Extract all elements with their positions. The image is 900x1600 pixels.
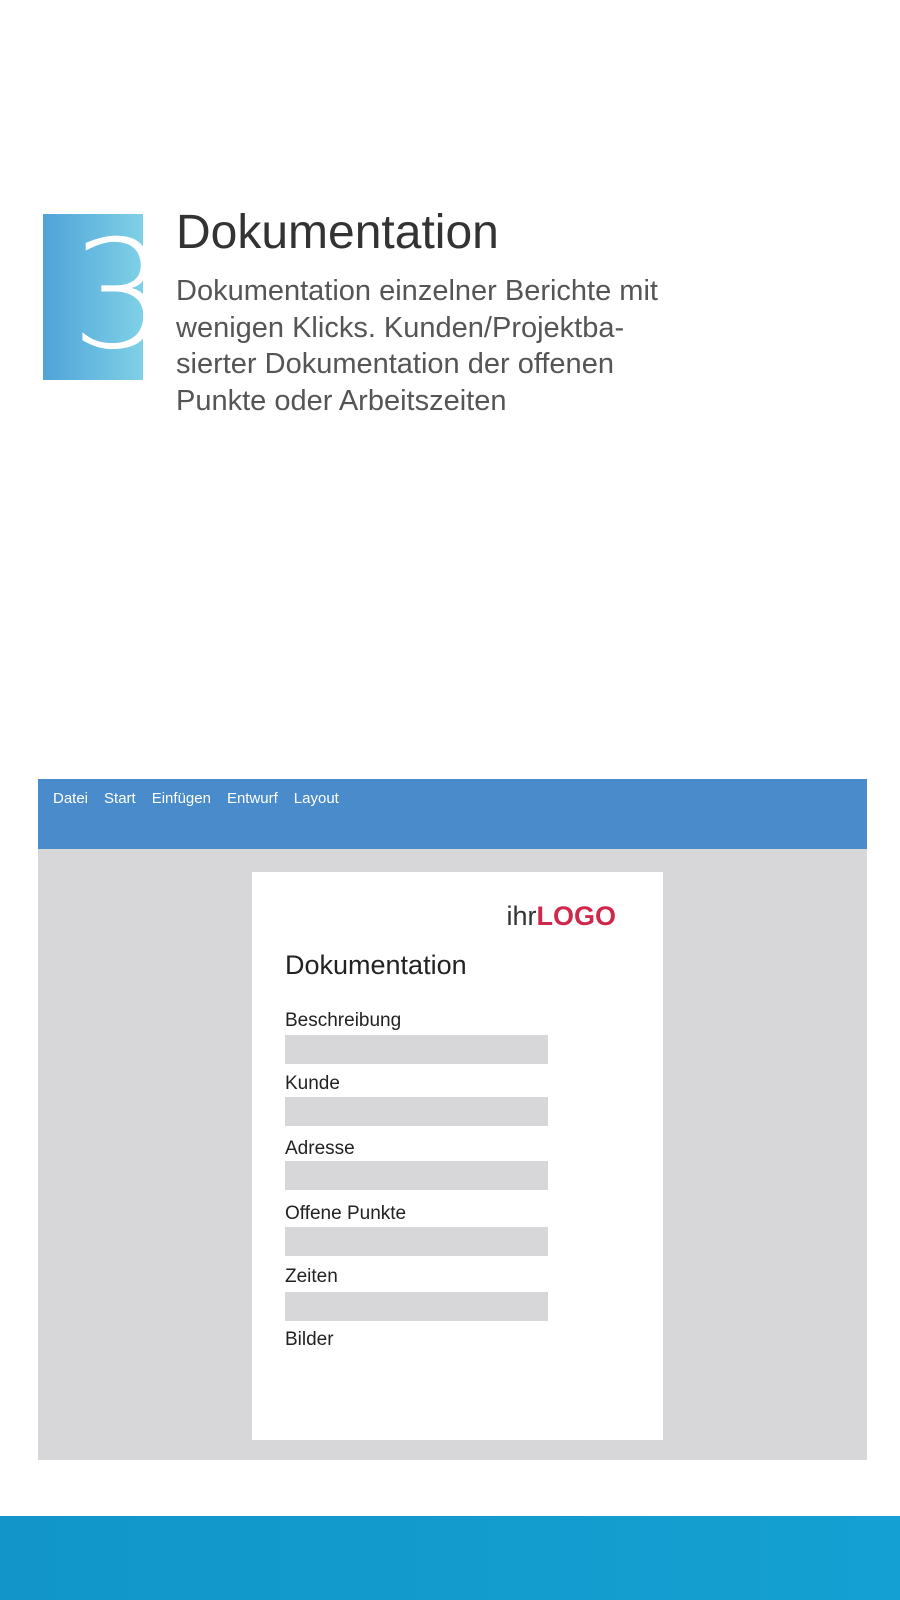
footer-band [0,1516,900,1600]
menu-item-entwurf[interactable]: Entwurf [226,790,278,807]
logo-prefix: ihr [506,901,537,931]
page-description: Dokumentation einzelner Berichte mit wenigen Klicks. Kunden/Projektba-sierter Dokumentation der offenen Punkte oder Arbeitszeiten [176,275,658,417]
kunde-field[interactable] [285,1097,548,1126]
document-title: Dokumentation [285,950,467,980]
field-label-beschreibung: Beschreibung [285,1010,402,1031]
field-label-offene-punkte: Offene Punkte [285,1203,407,1224]
document-page [252,872,663,1440]
menu-bar [53,789,339,809]
field-label-zeiten: Zeiten [285,1266,338,1287]
menu-item-einfuegen[interactable]: Einfügen [151,790,211,807]
company-logo [506,900,616,932]
adresse-field[interactable] [285,1161,548,1190]
beschreibung-field[interactable] [285,1035,548,1064]
zeiten-field[interactable] [285,1292,548,1321]
offene-punkte-field[interactable] [285,1227,548,1256]
logo-strong: LOGO [536,901,616,931]
field-label-adresse: Adresse [285,1138,355,1159]
field-label-bilder: Bilder [285,1329,334,1350]
menu-item-layout[interactable]: Layout [293,790,339,807]
ribbon-bar [38,779,867,849]
editor-window [38,779,867,1460]
page-title: Dokumentation [176,206,499,259]
menu-item-start[interactable]: Start [104,790,136,807]
step-number-badge [43,209,163,383]
menu-item-datei[interactable]: Datei [53,790,89,807]
step-number: 3 [71,209,163,383]
field-label-kunde: Kunde [285,1073,340,1094]
